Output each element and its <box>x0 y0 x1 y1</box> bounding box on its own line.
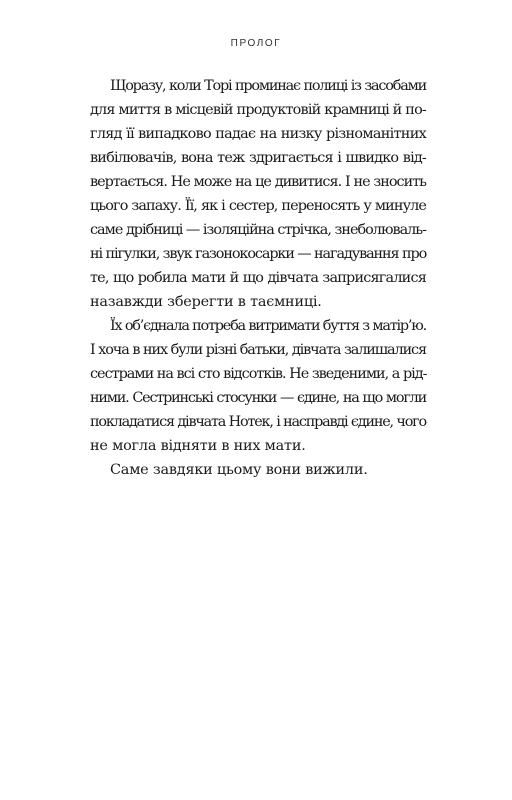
text-line: покладатися дівчата Нотек, і насправді єдине, чого <box>90 414 426 430</box>
text-line: ними. Сестринські стосунки — єдине, на що могли <box>90 390 426 406</box>
text-line: назавжди зберегти в таємниці. <box>90 294 322 310</box>
text-line: І хоча в них були різні батьки, дівчата залишалися <box>90 342 426 358</box>
text-line: ні пігулки, звук газонокосарки — нагадування про <box>90 246 427 262</box>
text-line: Їх об’єднала потреба витримати буття з матір’ю. <box>110 318 426 334</box>
text-line: те, що робила мати й що дівчата заприсягалися <box>90 270 426 286</box>
text-line: Саме завдяки цьому вони вижили. <box>110 462 368 478</box>
text-line: вертається. Не може на це дивитися. І не зносить <box>90 174 426 190</box>
text-line: для миття в місцевій продуктовій крамниці й по- <box>90 102 426 118</box>
text-line: не могла відняти в них мати. <box>90 438 306 454</box>
text-line: сестрами на всі сто відсотків. Не зведеними, а рід- <box>90 366 427 382</box>
running-header: ПРОЛОГ <box>230 38 282 49</box>
body-text <box>90 74 426 482</box>
text-line: вибілювачів, вона теж здригається і швидко від- <box>90 150 426 166</box>
text-line: саме дрібниці — ізоляційна стрічка, знеболюваль- <box>90 222 426 238</box>
text-line: гляд її випадково падає на низку різноманітних <box>90 126 426 142</box>
text-line: цього запаху. Її, як і сестер, переносять у минуле <box>90 198 426 214</box>
text-line: Щоразу, коли Торі проминає полиці із засобами <box>110 78 426 94</box>
